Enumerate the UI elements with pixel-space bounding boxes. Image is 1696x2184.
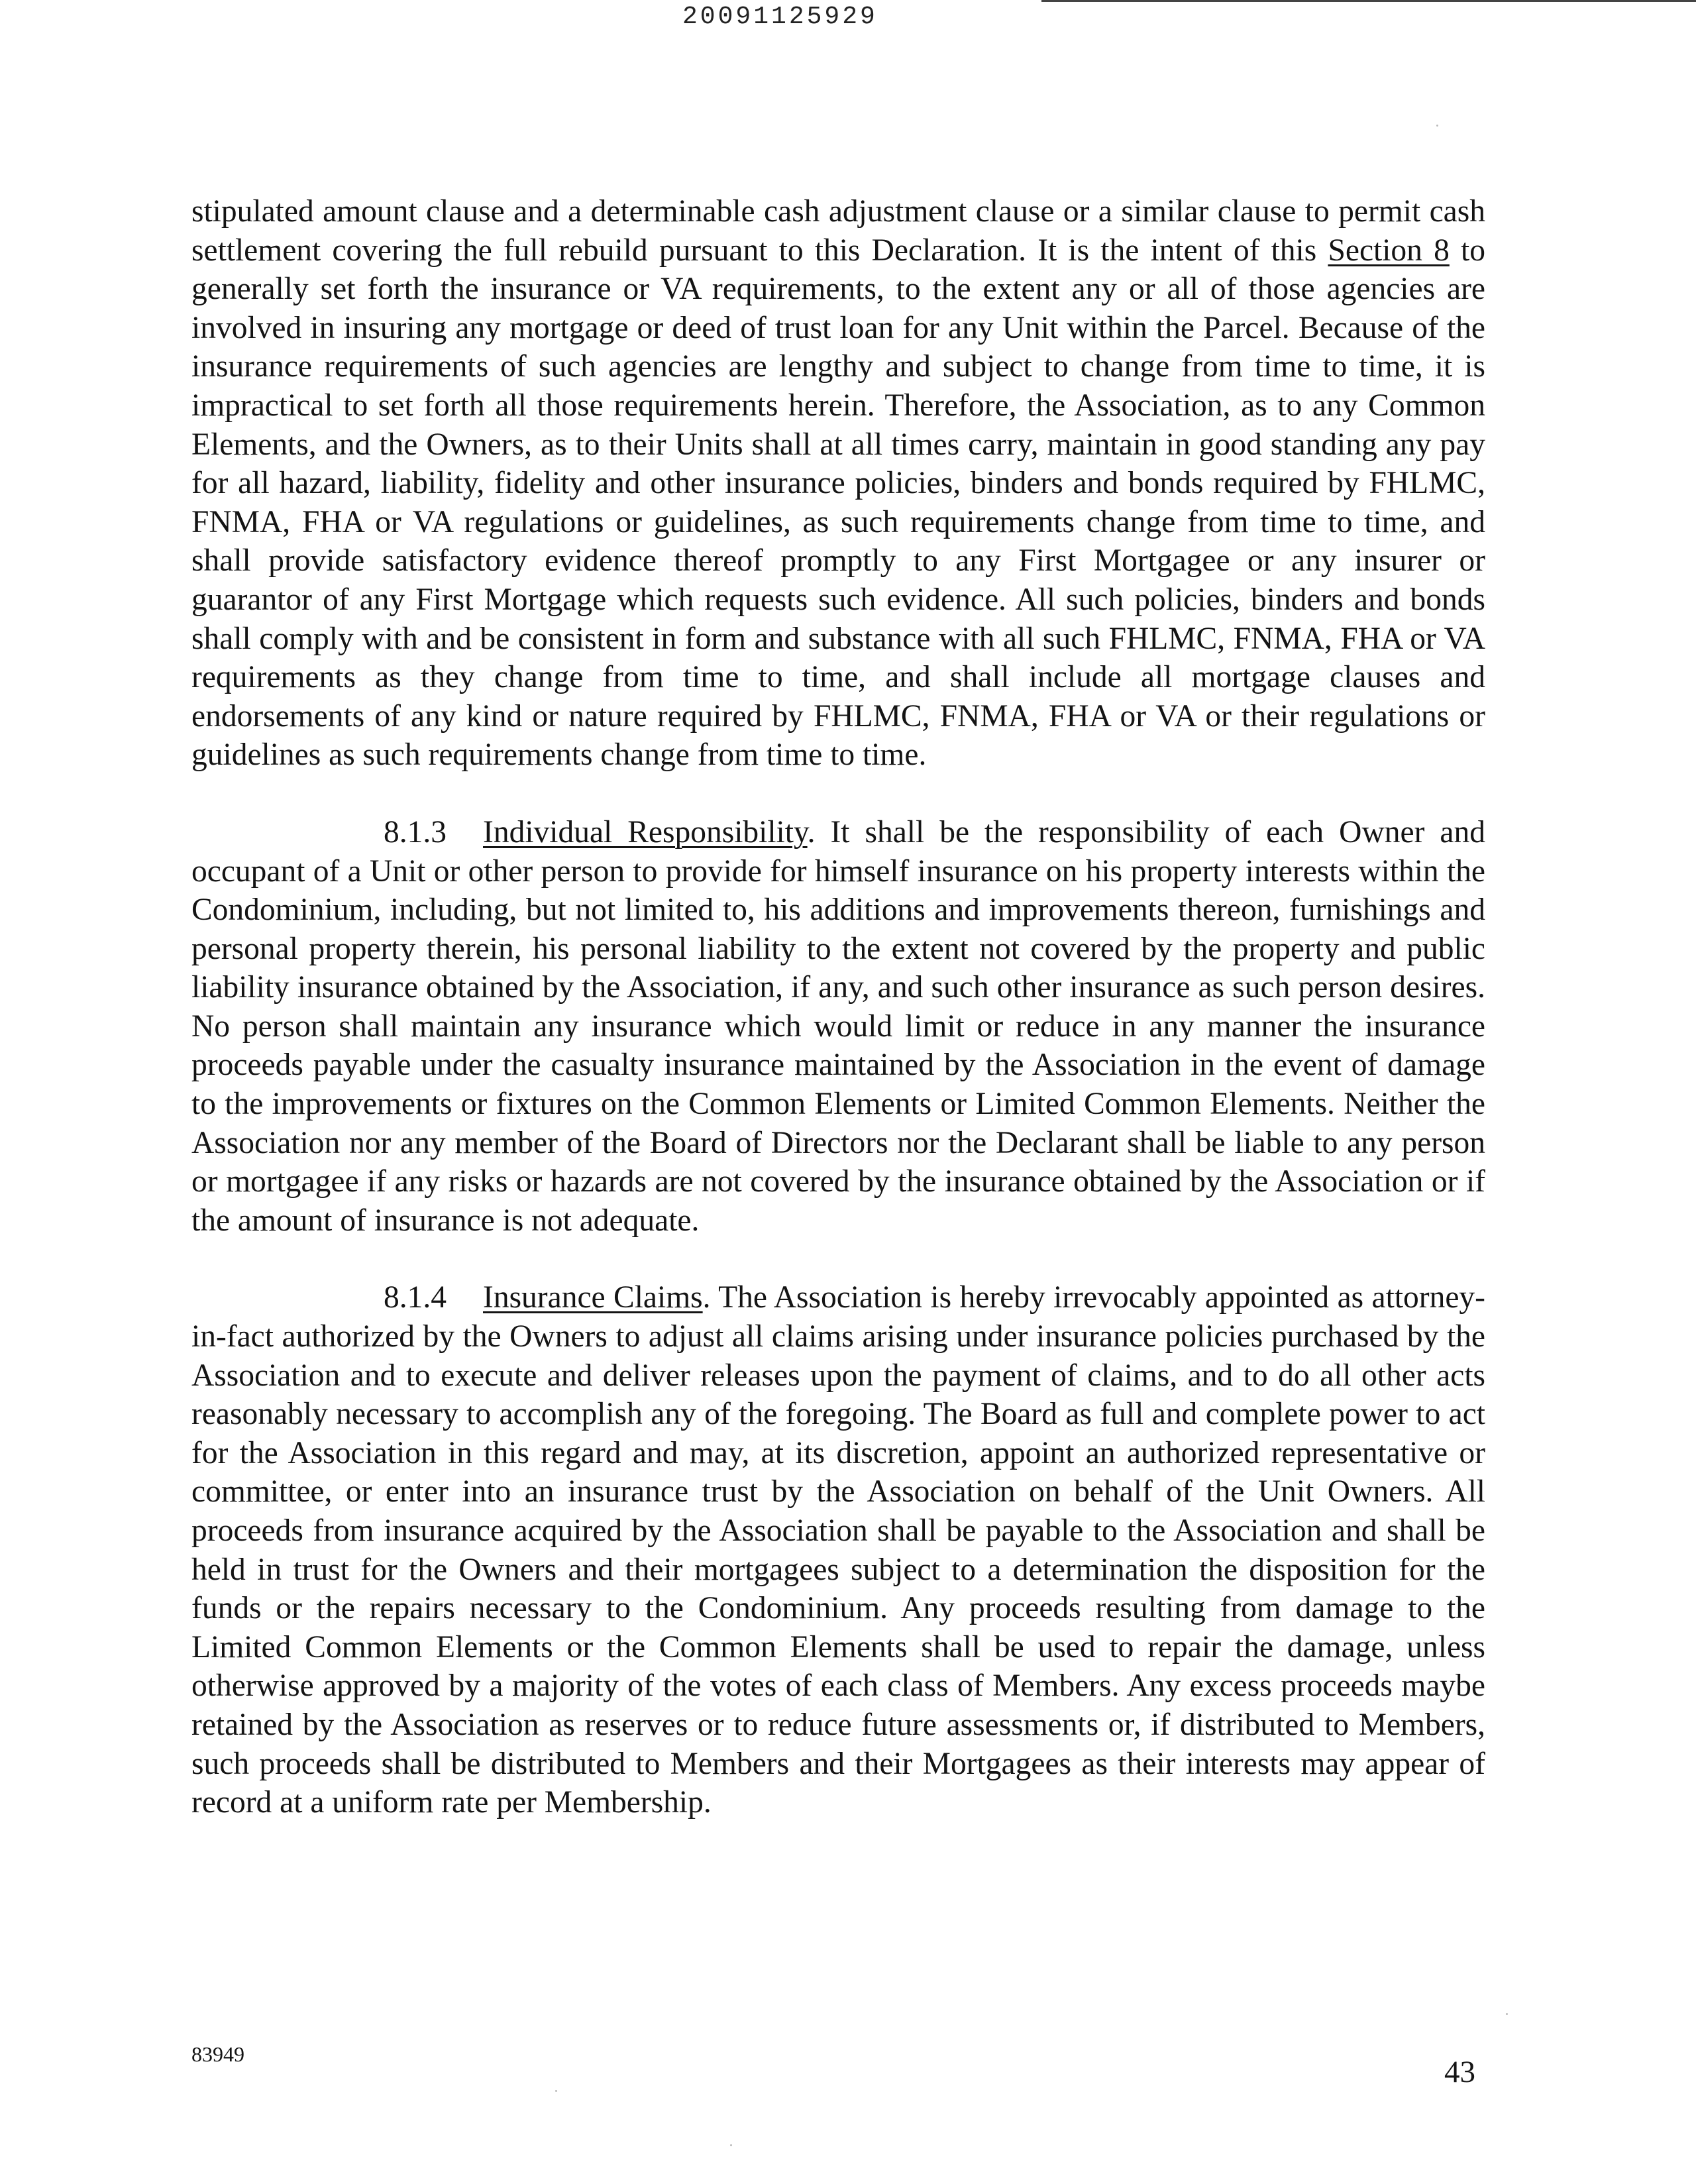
paragraph-text: stipulated amount clause and a determinable cash adjustment clause or a similar clause to permit cash settlement covering the full rebuild pursuant to this Declaration. It is the intent of this: [191, 194, 1485, 268]
section-8-reference: Section 8: [1328, 233, 1450, 268]
scan-speck: [730, 2144, 732, 2146]
recording-number: 20091125929: [682, 3, 878, 31]
section-8-1-3: [191, 813, 1485, 1240]
footer-document-code: 83949: [191, 2042, 244, 2066]
section-number: 8.1.4: [384, 1280, 447, 1315]
section-text: . It shall be the responsibility of each Owner and occupant of a Unit or other person to provide for himself insurance on his property interests within the Condominium, including, but not limited to, his additions and improvements thereon, furnishings and personal property therein, his personal liability to the extent not covered by the property and public liability insurance obtained by the Association, if any, and such other insurance as such person desires. No person shall maintain any insurance which would limit or reduce in any manner the insurance proceeds payable under the casualty insurance maintained by the Association in the event of damage to the improvements or fixtures on the Common Elements or Limited Common Elements. Neither the Association nor any member of the Board of Directors nor the Declarant shall be liable to any person or mortgagee if any risks or hazards are not covered by the insurance obtained by the Association or if the amount of insurance is not adequate.: [191, 814, 1485, 1238]
section-number: 8.1.3: [384, 814, 447, 849]
section-heading: Insurance Claims: [483, 1280, 703, 1315]
paragraph-text: to generally set forth the insurance or VA requirements, to the extent any or all of those agencies are involved in insuring any mortgage or deed of trust loan for any Unit within the Parcel. Because of the insurance requirements of such agencies are lengthy and subject to change from time to time, it is impractical to set forth all those requirements herein. Therefore, the Association, as to any Common Elements, and the Owners, as to their Units shall at all times carry, maintain in good standing any pay for all hazard, liability, fidelity and other insurance policies, binders and bonds required by FHLMC, FNMA, FHA or VA regulations or guidelines, as such requirements change from time to time, and shall provide satisfactory evidence thereof promptly to any First Mortgagee or any insurer or guarantor of any First Mortgage which requests such evidence. All such policies, binders and bonds shall comply with and be consistent in form and substance with all such FHLMC, FNMA, FHA or VA requirements as they change from time to time, and shall include all mortgage clauses and endorsements of any kind or nature required by FHLMC, FNMA, FHA or VA or their regulations or guidelines as such requirements change from time to time.: [191, 233, 1485, 773]
section-heading: Individual Responsibility: [483, 814, 808, 849]
scan-speck: [1506, 2013, 1508, 2015]
scan-speck: [555, 2090, 557, 2092]
page-number: 43: [1444, 2055, 1475, 2089]
header-rule: [1041, 0, 1696, 2]
section-text: . The Association is hereby irrevocably appointed as attorney-in-fact authorized by the Owners to adjust all claims arising under insurance policies purchased by the Association and to execute and deliver releases upon the payment of claims, and to do all other acts reasonably necessary to accomplish any of the foregoing. The Board as full and complete power to act for the Association in this regard and may, at its discretion, appoint an authorized representative or committee, or enter into an insurance trust by the Association on behalf of the Unit Owners. All proceeds from insurance acquired by the Association shall be payable to the Association and shall be held in trust for the Owners and their mortgagees subject to a determination the disposition for the funds or the repairs necessary to the Condominium. Any proceeds resulting from damage to the Limited Common Elements or the Common Elements shall be used to repair the damage, unless otherwise approved by a majority of the votes of each class of Members. Any excess proceeds maybe retained by the Association as reserves or to reduce future assessments or, if distributed to Members, such proceeds shall be distributed to Members and their Mortgagees as their interests may appear of record at a uniform rate per Membership.: [191, 1280, 1485, 1820]
scan-speck: [1436, 125, 1438, 127]
paragraph-insurance-requirements: [191, 192, 1485, 775]
section-8-1-4: [191, 1278, 1485, 1822]
document-body: [191, 192, 1485, 1822]
